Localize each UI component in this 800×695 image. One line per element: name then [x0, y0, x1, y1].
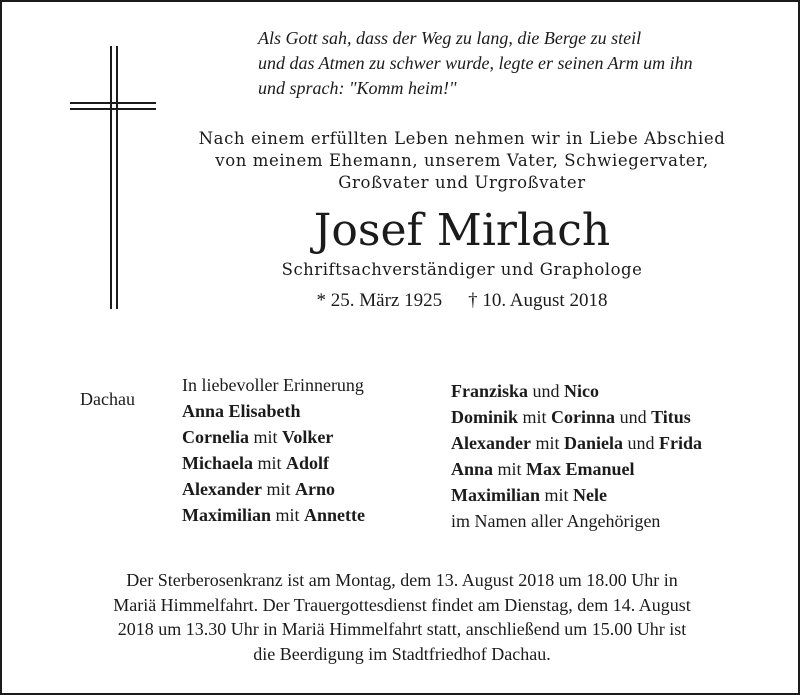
mourner-row: Dominik mit Corinna und Titus	[451, 407, 691, 427]
place-name: Dachau	[80, 389, 135, 409]
mourner-row: Michaela mit Adolf	[182, 453, 330, 473]
ceremony-line: Der Sterberosenkranz ist am Montag, dem 13. August 2018 um 18.00 Uhr in	[126, 570, 678, 590]
deceased-name: Josef Mirlach	[313, 205, 611, 256]
mourner-row: Franziska und Nico	[451, 381, 600, 401]
ceremony-details	[32, 568, 772, 666]
poem	[258, 26, 778, 101]
mourner-row: Alexander mit Daniela und Frida	[451, 433, 703, 453]
mourner-row: Alexander mit Arno	[182, 479, 336, 499]
death-date: † 10. August 2018	[468, 290, 608, 311]
intro-line: Nach einem erfüllten Leben nehmen wir in Liebe Abschied	[198, 129, 726, 148]
ceremony-line: Mariä Himmelfahrt. Der Trauergottesdienst findet am Dienstag, dem 14. August	[113, 594, 691, 615]
poem-line: Als Gott sah, dass der Weg zu lang, die Berge zu steil	[258, 28, 642, 48]
deceased-profession: Schriftsachverständiger und Graphologe	[281, 260, 643, 279]
mourner-row: Anna mit Max Emanuel	[451, 459, 635, 479]
intro-text	[142, 128, 782, 194]
life-dates	[142, 289, 782, 313]
mourner-row: Anna Elisabeth	[182, 401, 301, 421]
mourners-closing: im Namen aller Angehörigen	[451, 511, 661, 531]
mourners-left	[182, 372, 365, 528]
birth-date: * 25. März 1925	[316, 290, 443, 311]
mourners-heading: In liebevoller Erinnerung	[182, 375, 364, 395]
poem-line: und das Atmen zu schwer wurde, legte er seinen Arm um ihn	[258, 53, 693, 73]
mourners-right	[451, 378, 702, 534]
intro-line: Großvater und Urgroßvater	[338, 173, 586, 192]
ceremony-line: 2018 um 13.30 Uhr in Mariä Himmelfahrt statt, anschließend um 15.00 Uhr ist	[117, 619, 687, 639]
ceremony-line: die Beerdigung im Stadtfriedhof Dachau.	[253, 643, 551, 664]
poem-line: und sprach: "Komm heim!"	[258, 78, 457, 98]
mourner-row: Cornelia mit Volker	[182, 427, 334, 447]
mourner-row: Maximilian mit Annette	[182, 505, 366, 525]
mourner-row: Maximilian mit Nele	[451, 485, 607, 505]
intro-line: von meinem Ehemann, unserem Vater, Schwiegervater,	[215, 151, 709, 170]
